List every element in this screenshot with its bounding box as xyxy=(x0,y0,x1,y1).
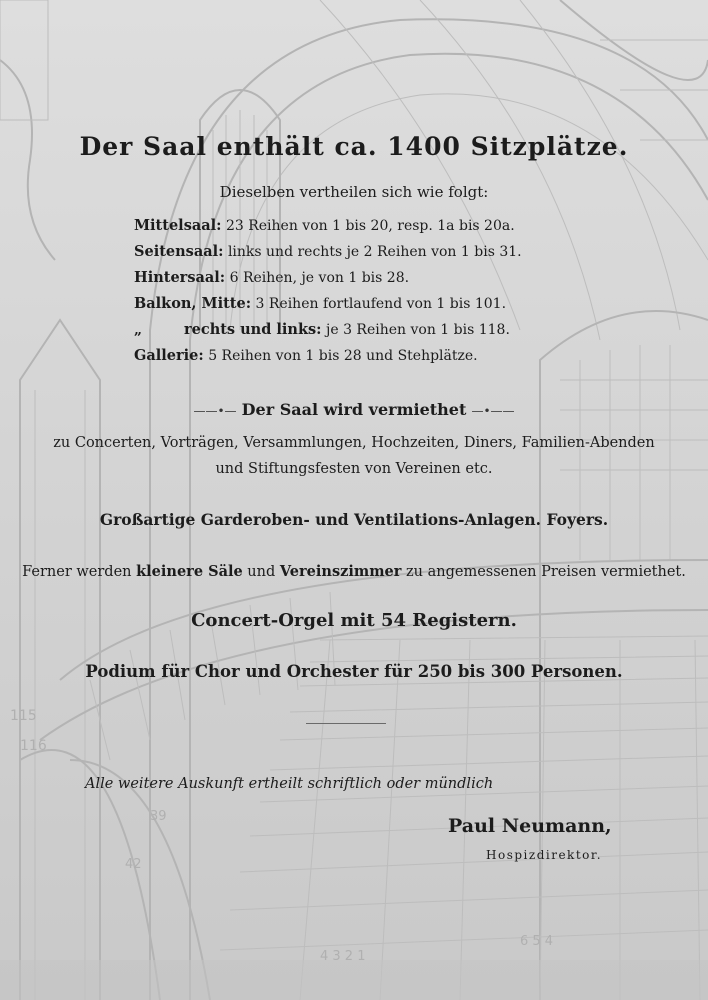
smaller-rooms-mid: und xyxy=(242,564,280,580)
seating-label: Gallerie: xyxy=(134,347,204,364)
seating-label: Seitensaal: xyxy=(134,243,224,260)
svg-text:6 5 4: 6 5 4 xyxy=(520,934,554,949)
smaller-rooms-pre: Ferner werden xyxy=(22,564,137,580)
seating-text: 23 Reihen von 1 bis 20, resp. 1a bis 20a. xyxy=(221,218,515,234)
rent-occasions-line2: und Stiftungsfesten von Vereinen etc. xyxy=(215,461,493,477)
rent-heading-text: Der Saal wird vermiethet xyxy=(241,400,467,419)
organ-line: Concert-Orgel mit 54 Registern. xyxy=(191,610,517,631)
seating-row-seitensaal xyxy=(134,241,594,267)
smaller-rooms-bold1: kleinere Säle xyxy=(136,563,243,580)
svg-text:42: 42 xyxy=(125,857,142,872)
seating-text: 5 Reihen von 1 bis 28 und Stehplätze. xyxy=(203,348,478,364)
signature-name: Paul Neumann, xyxy=(448,815,612,837)
divider-rule xyxy=(306,723,386,724)
seating-text: links und rechts je 2 Reihen von 1 bis 31. xyxy=(223,244,522,260)
smaller-rooms-post: zu angemessenen Preisen vermiethet. xyxy=(401,564,686,580)
smaller-rooms-bold2: Vereinszimmer xyxy=(279,563,402,580)
seating-label: Hintersaal: xyxy=(134,269,226,286)
ornament-right: —•—— xyxy=(471,404,515,418)
seating-list xyxy=(134,215,594,371)
podium-line: Podium für Chor und Orchester für 250 bis 300 Personen. xyxy=(85,662,623,681)
signature-role: Hospizdirektor. xyxy=(486,848,603,862)
svg-text:116: 116 xyxy=(20,738,47,754)
page-title: Der Saal enthält ca. 1400 Sitzplätze. xyxy=(79,132,629,161)
svg-text:115: 115 xyxy=(10,708,37,724)
amenities: Großartige Garderoben- und Ventilations-Anlagen. Foyers. xyxy=(99,510,609,529)
seating-row-mittelsaal xyxy=(134,215,594,241)
seating-label: Mittelsaal: xyxy=(134,217,222,234)
seating-text: je 3 Reihen von 1 bis 118. xyxy=(321,322,510,338)
svg-text:4 3 2 1: 4 3 2 1 xyxy=(320,949,366,964)
ornament-left: ——•— xyxy=(193,404,237,418)
seating-row-balkon-seiten xyxy=(134,319,594,345)
info-line: Alle weitere Auskunft ertheilt schriftlich oder mündlich xyxy=(85,776,494,792)
seating-row-balkon-mitte xyxy=(134,293,594,319)
seating-label: rechts und links: xyxy=(184,321,322,338)
smaller-rooms xyxy=(0,563,708,580)
seating-label: Balkon, Mitte: xyxy=(134,295,252,312)
rent-heading xyxy=(0,400,708,419)
seating-text: 6 Reihen, je von 1 bis 28. xyxy=(225,270,410,286)
seating-text: 3 Reihen fortlaufend von 1 bis 101. xyxy=(251,296,507,312)
rent-occasions-line1: zu Concerten, Vorträgen, Versammlungen, Hochzeiten, Diners, Familien-Abenden xyxy=(53,435,655,451)
seating-row-hintersaal xyxy=(134,267,594,293)
svg-text:39: 39 xyxy=(150,809,167,824)
ditto-mark: „ xyxy=(134,322,143,338)
seating-row-gallerie xyxy=(134,345,594,371)
subtitle: Dieselben vertheilen sich wie folgt: xyxy=(219,183,489,201)
